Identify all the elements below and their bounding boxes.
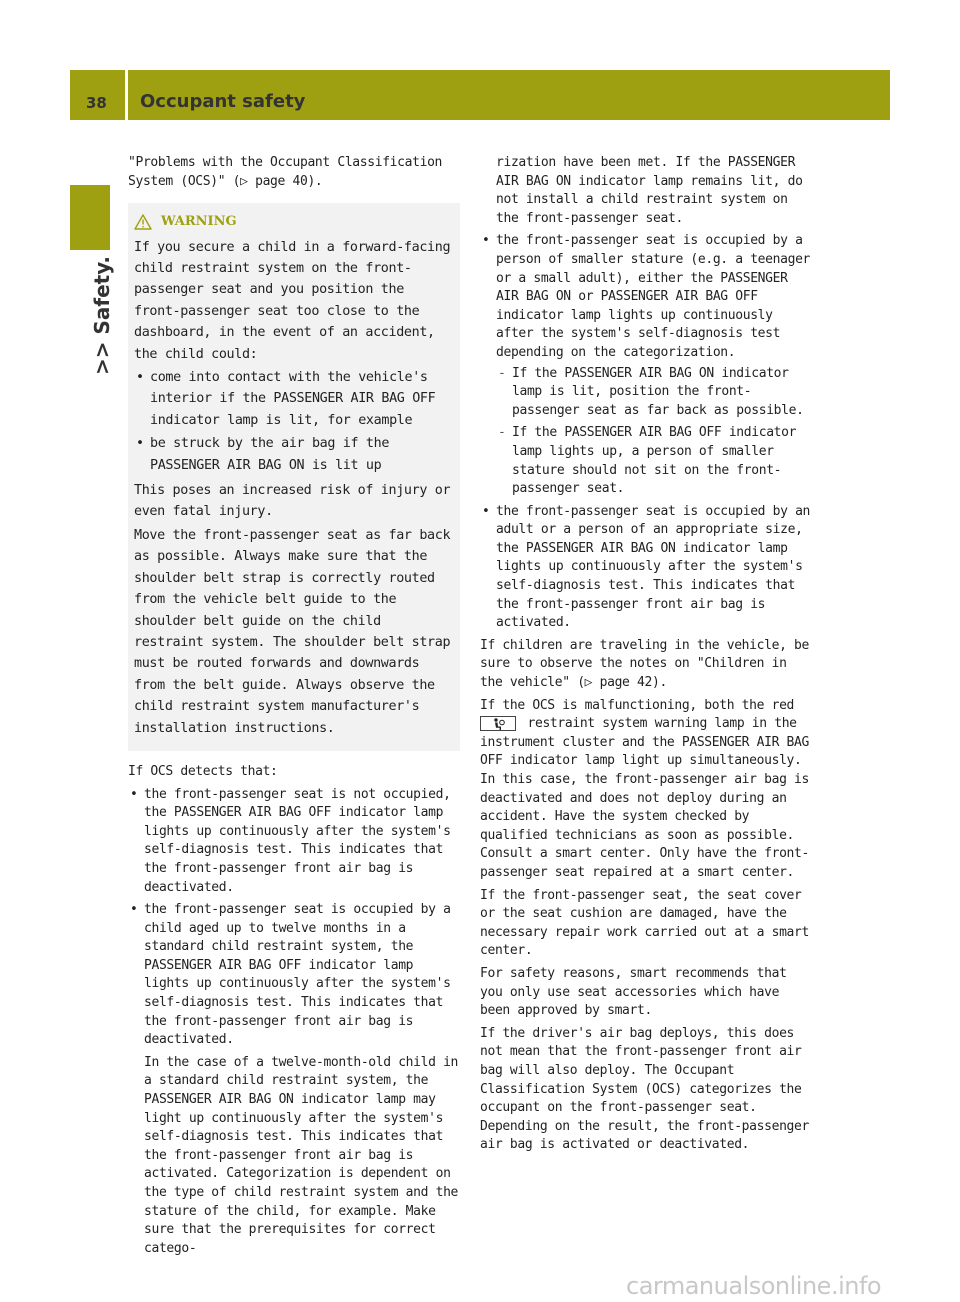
list-item: • the front-passenger seat is occupied by an adult or a person of an appropriate size, the PASSENGER AIR BAG ON indicator lamp lights up continuously after the system's self-diagnosis test. This indicates that the front-passenger front air bag is activated. bbox=[480, 503, 815, 633]
section-title: Occupant safety bbox=[140, 91, 306, 112]
ocs-intro: If OCS detects that: bbox=[128, 763, 278, 779]
children-paragraph: If children are traveling in the vehicle, be sure to observe the notes on "Children in the vehicle" (▷ page 42). bbox=[480, 637, 809, 691]
list-item: • the front-passenger seat is not occupied, the PASSENGER AIR BAG OFF indicator lamp lights up continuously after the system's self-diagnosis test. This indicates that the front-passenger front air bag is deactivated. bbox=[128, 786, 460, 898]
warning-paragraph: If you secure a child in a forward-facing child restraint system on the front-passenger seat and you position the front-passenger seat too close to the dashboard, in the event of an accident, the child could: bbox=[134, 239, 451, 362]
ocs-list bbox=[128, 786, 460, 1259]
warning-paragraph: Move the front-passenger seat as far back as possible. Always make sure that the shoulder belt strap is correctly routed from the vehicle belt guide to the shoulder belt guide on the child restraint system. The shoulder belt strap must be routed forwards and downwards from the belt guide. Always observe the child restraint system manufacturer's installation instructions. bbox=[134, 527, 451, 736]
seated-person-airbag-icon bbox=[480, 716, 516, 731]
dash-list bbox=[496, 365, 815, 499]
damaged-paragraph: If the front-passenger seat, the seat cover or the seat cushion are damaged, have the necessary repair work carried out at a smart center. bbox=[480, 887, 809, 959]
continued-paragraph: rization have been met. If the PASSENGER AIR BAG ON indicator lamp remains lit, do not install a child restraint system on the front-passenger seat. bbox=[496, 155, 803, 226]
driver-airbag-paragraph: If the driver's air bag deploys, this does not mean that the front-passenger front air bag will also deploy. The Occupant Classification System (OCS) categorizes the occupant on the front-passenger seat. Depending on the result, the front-passenger air bag is activated or deactivated. bbox=[480, 1025, 809, 1153]
warning-paragraph: This poses an increased risk of injury or even fatal injury. bbox=[134, 483, 451, 520]
intro-paragraph: "Problems with the Occupant Classification System (OCS)" (▷ page 40). bbox=[128, 155, 443, 189]
malfunction-text-a: If the OCS is malfunctioning, both the red bbox=[480, 697, 795, 713]
list-item bbox=[480, 232, 815, 498]
ocs-list-continued bbox=[480, 232, 815, 632]
warning-triangle-icon bbox=[134, 214, 152, 230]
malfunction-text-b: restraint system warning lamp in the instrument cluster and the PASSENGER AIR BAG OFF indicator lamp light up simultaneously. In this case, the front-passenger air bag is deactivated and does not deploy during an accident. Have the system checked by qualified technicians as soon as possible. Consult a smart center. Only have the front-passenger seat repaired at a smart center. bbox=[480, 716, 809, 880]
right-column bbox=[480, 154, 815, 1159]
side-section-label: >> Safety. bbox=[90, 256, 114, 376]
warning-list bbox=[134, 367, 454, 476]
dash-item: - If the PASSENGER AIR BAG ON indicator lamp is lit, position the front-passenger seat as far back as possible. bbox=[496, 365, 815, 421]
list-item-text: • the front-passenger seat is occupied by a person of smaller stature (e.g. a teenager or a small adult), either the PASSENGER AIR BAG ON or PASSENGER AIR BAG OFF indicator lamp lights up continuously after the system's self-diagnosis test depending on the categorization. bbox=[496, 233, 811, 360]
list-item bbox=[128, 901, 460, 1258]
watermark: carmanualsonline.info bbox=[626, 1272, 882, 1300]
warning-heading bbox=[134, 211, 454, 232]
dash-item: - If the PASSENGER AIR BAG OFF indicator lamp lights up, a person of smaller stature should not sit on the front-passenger seat. bbox=[496, 424, 815, 498]
left-column bbox=[128, 154, 460, 1262]
page-number: 38 bbox=[86, 94, 107, 112]
warning-box bbox=[128, 203, 460, 751]
malfunction-paragraph bbox=[480, 697, 815, 883]
accessories-paragraph: For safety reasons, smart recommends that you only use seat accessories which have been approved by smart. bbox=[480, 965, 787, 1019]
side-tab bbox=[70, 185, 110, 250]
list-item-continuation: In the case of a twelve-month-old child in a standard child restraint system, the PASSENGER AIR BAG ON indicator lamp may light up continuously after the system's self-diagnosis test. This indicates that the front-passenger front air bag is activated. Categorization is dependent on the type of child restraint system and the stature of the child, for example. Make sure that the prerequisites for correct catego- bbox=[144, 1054, 459, 1256]
warning-list-item: • be struck by the air bag if the PASSENGER AIR BAG ON is lit up bbox=[134, 433, 454, 476]
list-item-text: • the front-passenger seat is occupied by a child aged up to twelve months in a standard child restraint system, the PASSENGER AIR BAG OFF indicator lamp lights up continuously after the system's self-diagnosis test. This indicates that the front-passenger front air bag is deactivated. bbox=[144, 902, 451, 1048]
warning-list-item: • come into contact with the vehicle's interior if the PASSENGER AIR BAG OFF indicator lamp is lit, for example bbox=[134, 367, 454, 431]
warning-label: WARNING bbox=[161, 214, 237, 230]
